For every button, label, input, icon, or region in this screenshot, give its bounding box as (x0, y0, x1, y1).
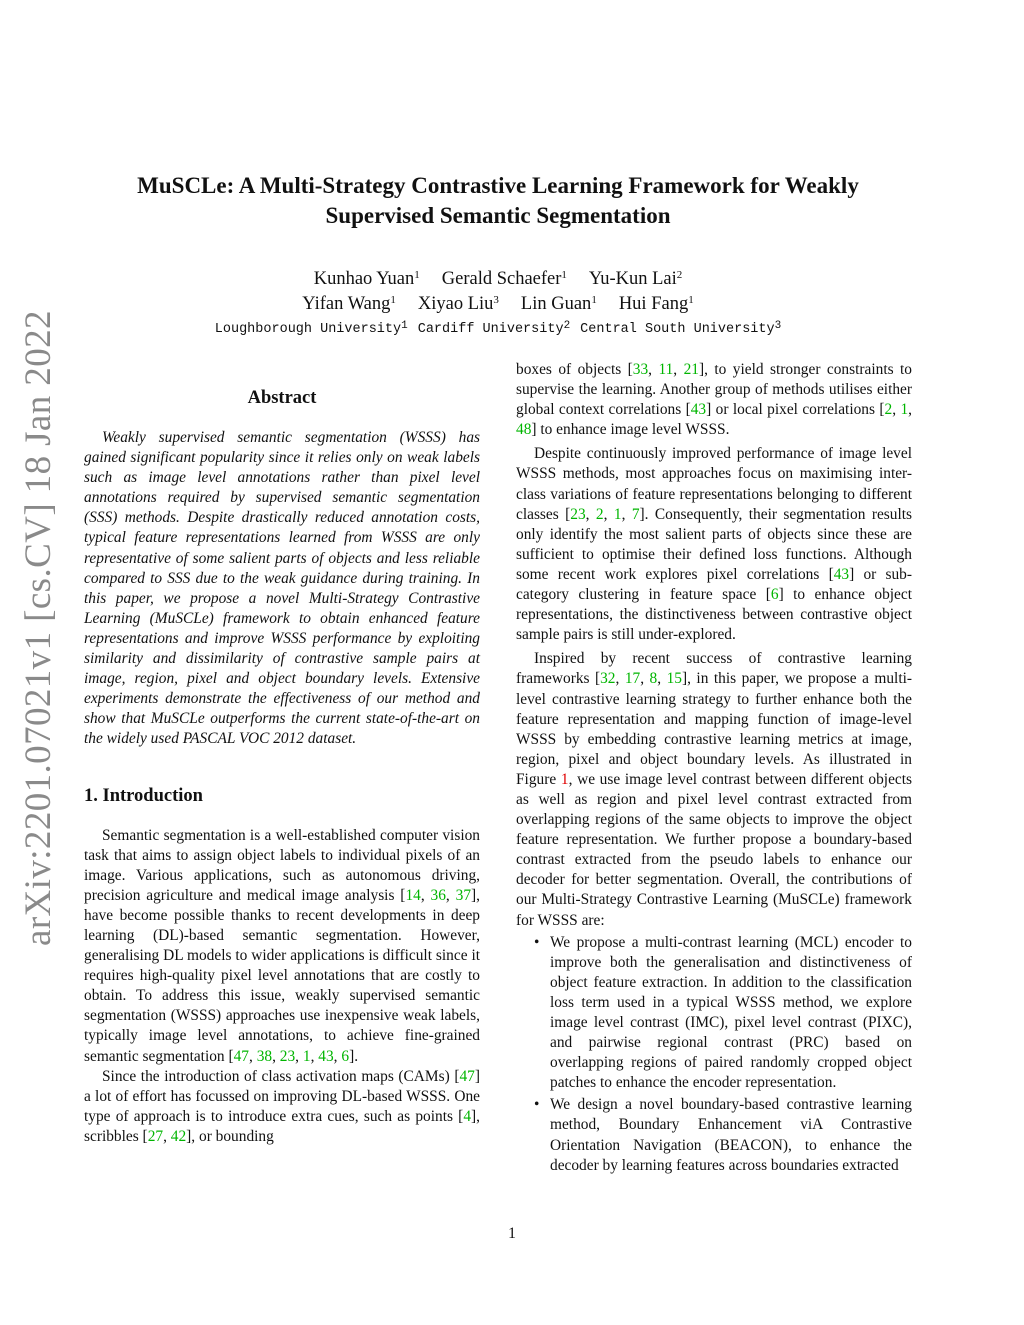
author: Kunhao Yuan$^1$ (313, 269, 420, 289)
citation-link[interactable]: 17 (624, 670, 641, 688)
abstract-text: Weakly supervised semantic segmentation (WSSS) has gained significant popularity since it relies only on weak labels such as image level annotations rather than pixel level annotations required by supervised semantic segmentation (SSS) methods. Despite drastically reduced annotation costs, typical feature representations learned from WSSS are only representative of some salient parts of objects and less reliable compared to SSS due to the weak guidance during training. In this paper, we propose a novel Multi-Strategy Contrastive Learning (MuSCLe) framework to obtain enhanced feature representations and improve WSSS performance by exploiting similarity and dissimilarity of contrastive sample pairs at image, region, pixel and object boundary levels. Extensive experiments demonstrate the effectiveness of our method and show that MuSCLe outperforms the current state-of-the-art on the widely used PASCAL VOC 2012 dataset. (84, 429, 480, 748)
author: Yifan Wang$^1$ (302, 294, 396, 314)
contribution-list (516, 933, 912, 1176)
affiliation-list (80, 320, 916, 340)
title-line-2: Supervised Semantic Segmentation (325, 203, 671, 228)
citation-link[interactable]: 33 (632, 361, 649, 378)
figure-reference-link[interactable]: 1 (560, 770, 569, 788)
contribution-item (516, 933, 912, 1094)
citation-link[interactable]: 11 (658, 361, 674, 378)
introduction-heading: 1. Introduction (84, 785, 203, 806)
arxiv-identifier: arXiv:2201.07021v1 [cs.CV] 18 Jan 2022 (18, 310, 59, 946)
right-paragraph-3: Inspired by recent success of contrastive learning frameworks [32, 17, 8, 15], in this paper, we propose a multi-level contrastive learning strategy to further enhance both the feature representation and mapping function of image-level WSSS by embedding contrastive learning metrics at image, region, pixel and object boundary levels. As illustrated in Figure 1, we use image level contrast between different objects as well as region and pixel level contrast extracted from overlapping regions of the same objects to improve the object feature representation. We further propose a boundary-based contrast extracted from the pseudo labels to enhance our decoder for better segmentation. Overall, the contributions of our Multi-Strategy Contrastive Learning (MuSCLe) framework for WSSS are: (516, 650, 912, 929)
title-line-1: MuSCLe: A Multi-Strategy Contrastive Learning Framework for Weakly (137, 173, 859, 198)
citation-link[interactable]: 14 (405, 886, 421, 904)
author-list (80, 267, 916, 317)
citation-link[interactable]: 1 (613, 505, 622, 523)
affiliation: Central South University$^3$ (580, 320, 782, 337)
paper-title (80, 171, 916, 231)
citation-link[interactable]: 15 (666, 670, 682, 688)
author: Yu-Kun Lai$^2$ (588, 269, 683, 289)
citation-link[interactable]: 43 (318, 1047, 334, 1065)
citation-link[interactable]: 21 (683, 361, 699, 378)
authors-row-2 (80, 292, 916, 317)
author: Lin Guan$^1$ (520, 294, 597, 314)
citation-link[interactable]: 7 (631, 505, 640, 523)
bullet-icon: • (534, 933, 540, 951)
abstract-heading: Abstract (247, 388, 317, 408)
citation-link[interactable]: 36 (430, 886, 446, 904)
citation-link[interactable]: 47 (459, 1067, 475, 1085)
citation-link[interactable]: 2 (884, 401, 893, 419)
citation-link[interactable]: 38 (256, 1047, 273, 1065)
citation-link[interactable]: 43 (690, 401, 707, 419)
citation-link[interactable]: 42 (170, 1127, 187, 1145)
citation-link[interactable]: 4 (463, 1107, 472, 1125)
citation-link[interactable]: 23 (570, 505, 586, 523)
citation-link[interactable]: 43 (833, 565, 850, 583)
affiliation: Cardiff University$^2$ (417, 320, 571, 337)
citation-link[interactable]: 32 (600, 670, 616, 688)
intro-paragraph-1: Semantic segmentation is a well-established computer vision task that aims to assign object labels to individual pixels of an image. Various applications, such as autonomous driving, precision agriculture and medical image analysis [14, 36, 37], have become possible thanks to recent developments in deep learning (DL)-based semantic segmentation. However, generalising DL models to wider applications is difficult since it requires high-quality pixel level annotations that are costly to obtain. To address this issue, weakly supervised semantic segmentation (WSSS) approaches use inexpensive weak labels, typically image level annotations, to achieve fine-grained semantic segmentation [47, 38, 23, 1, 43, 6]. (84, 826, 480, 1065)
citation-link[interactable]: 37 (455, 886, 472, 904)
left-column (84, 378, 480, 1147)
citation-link[interactable]: 2 (595, 505, 604, 523)
bullet-icon: • (534, 1096, 540, 1114)
citation-link[interactable]: 8 (649, 670, 658, 688)
page-number: 1 (508, 1225, 516, 1242)
right-paragraph-1: boxes of objects [33, 11, 21], to yield stronger constraints to supervise the learning. Another group of methods utilises either global context correlations [43] or local pixel correlations [2, 1, 48] to enhance image level WSSS. (516, 361, 913, 439)
citation-link[interactable]: 23 (279, 1047, 296, 1065)
affiliation: Loughborough University$^1$ (214, 320, 408, 337)
intro-paragraph-2: Since the introduction of class activation maps (CAMs) [47] a lot of effort has focussed on improving DL-based WSSS. One type of approach is to introduce extra cues, such as points [4], scribbles [27, 42], or bounding (84, 1067, 480, 1145)
right-paragraph-2: Despite continuously improved performance of image level WSSS methods, most approaches focus on maximising inter-class variations of feature representations belonging to different classes [23, 2, 1, 7]. Consequently, their segmentation results only identify the most salient parts of objects since these are sufficient to optimise their defined loss functions. Although some recent work explores pixel correlations [43] or sub-category clustering in feature space [6] to enhance object representations, the distinctiveness between contrastive object sample pairs is still under-explored. (516, 445, 912, 644)
contribution-item (516, 1095, 912, 1175)
citation-link[interactable]: 48 (516, 421, 532, 439)
author: Xiyao Liu$^3$ (417, 294, 499, 314)
right-column (516, 360, 912, 1178)
citation-link[interactable]: 1 (900, 401, 909, 419)
citation-link[interactable]: 6 (341, 1047, 350, 1065)
contribution-text: We design a novel boundary-based contrastive learning method, Boundary Enhancement viA Contrastive Orientation Navigation (BEACON), to enhance the decoder by learning features across boundaries extracted (550, 1096, 912, 1174)
citation-link[interactable]: 47 (233, 1047, 249, 1065)
citation-link[interactable]: 6 (770, 586, 779, 604)
citation-link[interactable]: 1 (302, 1047, 311, 1065)
authors-row-1 (80, 267, 916, 292)
citation-link[interactable]: 27 (147, 1127, 164, 1145)
author: Gerald Schaefer$^1$ (441, 269, 567, 289)
contribution-text: We propose a multi-contrast learning (MCL) encoder to improve both the generalisation and distinctiveness of object feature extraction. In addition to the classification loss term used in a typical WSSS method, we explore image level contrast (IMC), pixel level contrast (PIXC), and pairwise regional contrast (PRC) based on overlapping regions of paired randomly cropped object patches to enhance the encoder representation. (550, 933, 912, 1092)
author: Hui Fang$^1$ (618, 294, 694, 314)
